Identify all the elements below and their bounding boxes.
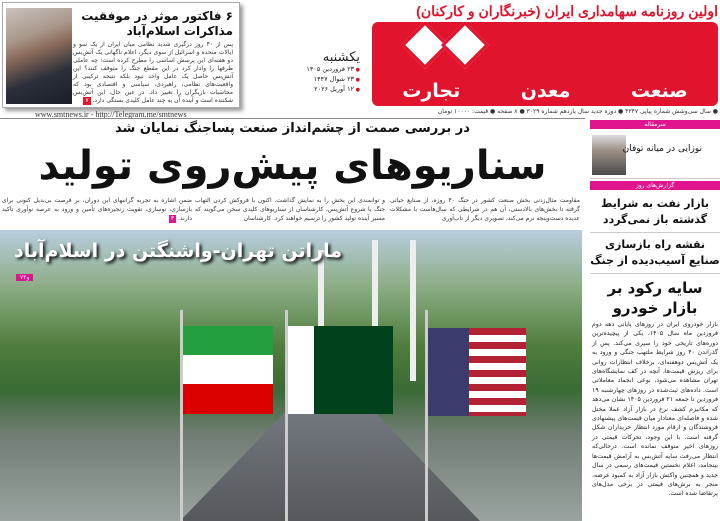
sidebar: [590, 118, 720, 521]
page-ref: ۷: [85, 97, 89, 104]
feature-title[interactable]: سایه رکود بر بازار خودرو: [607, 279, 703, 317]
report-item[interactable]: بازار نفت به شرایط گذشته باز نمی‌گردد: [590, 192, 720, 233]
divider: [0, 118, 585, 119]
date-lunar: ● ۲۳ شوال ۱۴۴۷: [270, 75, 360, 85]
opinion-band: سرمقاله: [590, 120, 720, 129]
lead-column-text: ضمن اشاره به تجربه گرانبهای این دوران، بر فرصت بی‌بدیل کنونی برای بازسازی، نوسازی، تقویت زنجیره‌های تأمین و ورود به عرصه نوآوری تاکید دارند.: [2, 197, 192, 222]
photo-caption: ماراتن تهران-واشنگتن در اسلام‌آباد: [14, 240, 342, 262]
lead-headline[interactable]: سناریوهای پیش‌روی تولید: [38, 143, 547, 189]
author-photo: [592, 135, 626, 175]
pakistan-flag: [288, 326, 393, 414]
logo-word: معدن: [520, 80, 571, 102]
logo-diamond: [441, 22, 489, 69]
opinion-item[interactable]: [590, 131, 720, 179]
report-item[interactable]: نقشه راه بازسازی صنایع آسیب‌دیده از جنگ: [590, 233, 720, 274]
top-story-text: پس از ۴۰ روز درگیری شدید نظامی میان ایران از یک سو و ایالات متحده و اسرائیل از سوی دیگر، اعلام ناگهانی یک آتش‌بس دو هفته‌ای این پرسش اساسی را مطرح کرده است: چه عاملی طرفها را وادار کرد در این مقطع جنگ را متوقف کنند؟ این آتش‌بس حاصل یک عامل واحد نبود بلکه نتیجه ترکیبی از واقعیت‌های نظامی، راهبردی، سیاسی و اقتصادی بود که محاسبات بازیگران را تغییر داد. در عین حال، این آتش‌بس شکننده است و آینده آن به چند عامل کلیدی بستگی دارد.: [73, 41, 233, 104]
page-ref: ۳: [170, 215, 175, 222]
masthead-slogan: اولین روزنامه سهامداری ایران (خبرنگاران و کارکنان): [416, 3, 718, 19]
date-solar: ● ۲۳ فروردین ۱۴۰۵: [270, 65, 360, 75]
lead-column: و توانمندی این بخش را به نمایش گذاشت. اکنون با فروکش کردن التهاب جنگ با شروع آتش‌بس، کارشناسان از سناریوهای کلیدی سخن می‌گویند که مسیر آینده تولید کشور را ترسیم خواهند کرد. کارشناسان: [195, 197, 385, 222]
top-story-photo: [6, 8, 72, 104]
date-block: [270, 50, 360, 95]
issue-meta: ● سال سی‌وشش شماره پیاپی ۴۳۴۷ ● دوره جدید سال یازدهم شماره ۳۰۲۹ ● ۸ صفحه ● قیمت: ۱۰۰۰۰ تومان: [437, 108, 718, 115]
logo-word: تجارت: [402, 80, 461, 102]
page-ref: ۷و۲: [16, 274, 33, 281]
lead-column: [2, 196, 192, 223]
weekday: یکشنبه: [322, 50, 360, 65]
lead-column: مقاومت مثال‌زدنی بخش صنعت کشور در جنگ ۴۰ روزه، از صنایع حیاتی گرفته تا بخش‌های بالادستی، آن هم در شرایطی که سال‌هاست با مشکلات عدیده دست‌وپنجه نرم می‌کند، تصویری دیگر از تاب‌آوری: [390, 197, 580, 222]
feature-body: بازار خودروی ایران در روزهای پایانی دهه دوم فروردین ماه سال ۱۴۰۵، یکی از پیچیده‌ترین دوره‌های تاریخی خود را سپری می‌کند. پس از گذراندن ۴۰ روز شرایط ملتهب جنگی و ورود به یک آتش‌بس دوهفته‌ای، برخلاف انتظارات روانی برای ریزش قیمت‌ها، آنچه در کف نمایشگاه‌های تهران مشاهده می‌شود، نوعی انجماد معاملاتی است. داده‌های ثبت‌شده در روزهای چهارشنبه ۱۹ فروردین تا جمعه ۲۱ فروردین ۱۴۰۵ نشان می‌دهد که مکانیزم کشف نرخ در بازار آزاد عملا مختل شده و فاصله‌ای معنادار میان قیمت‌های پیشنهادی فروشندگان و ارقام مورد انتظار خریداران شکل گرفته است. با این وجود، تحرکات قیمتی در روزهای اخیر متوقف نمانده است. درحالی‌که انتظار می‌رفت سایه آتش‌بس به آرامش قیمت‌ها بینجامد، اعلام نخستین قیمت‌های رسمی در سال جدید و همچنین واکنش بازار آزاد به کمبود عرضه، منجر به برش‌های قیمتی در برخی مدل‌های پرتقاضا شده است.: [592, 321, 718, 498]
masthead-logo[interactable]: [372, 22, 718, 106]
opinion-title: نوزایی در میانه توفان: [622, 144, 702, 154]
date-gregorian: ● ۱۲ آوریل ۲۰۲۶: [270, 85, 360, 95]
reports-band: گزارش‌های روز: [590, 181, 720, 190]
top-story-box[interactable]: [2, 2, 240, 108]
top-story-title[interactable]: ۶ فاکتور موثر در موفقیت مذاکرات اسلام‌آباد: [81, 9, 233, 38]
top-story-body: [73, 41, 233, 105]
website-links[interactable]: www.smtnews.ir - http://Telegram.me/smtnews: [35, 110, 187, 119]
minaret: [410, 240, 416, 381]
lead-kicker: در بررسی صمت از چشم‌انداز صنعت پساجنگ نمایان شد: [115, 121, 470, 136]
logo-word: صنعت: [630, 80, 688, 102]
iran-flag: [183, 326, 273, 414]
usa-flag: [428, 328, 526, 416]
main-photo[interactable]: [0, 230, 582, 521]
